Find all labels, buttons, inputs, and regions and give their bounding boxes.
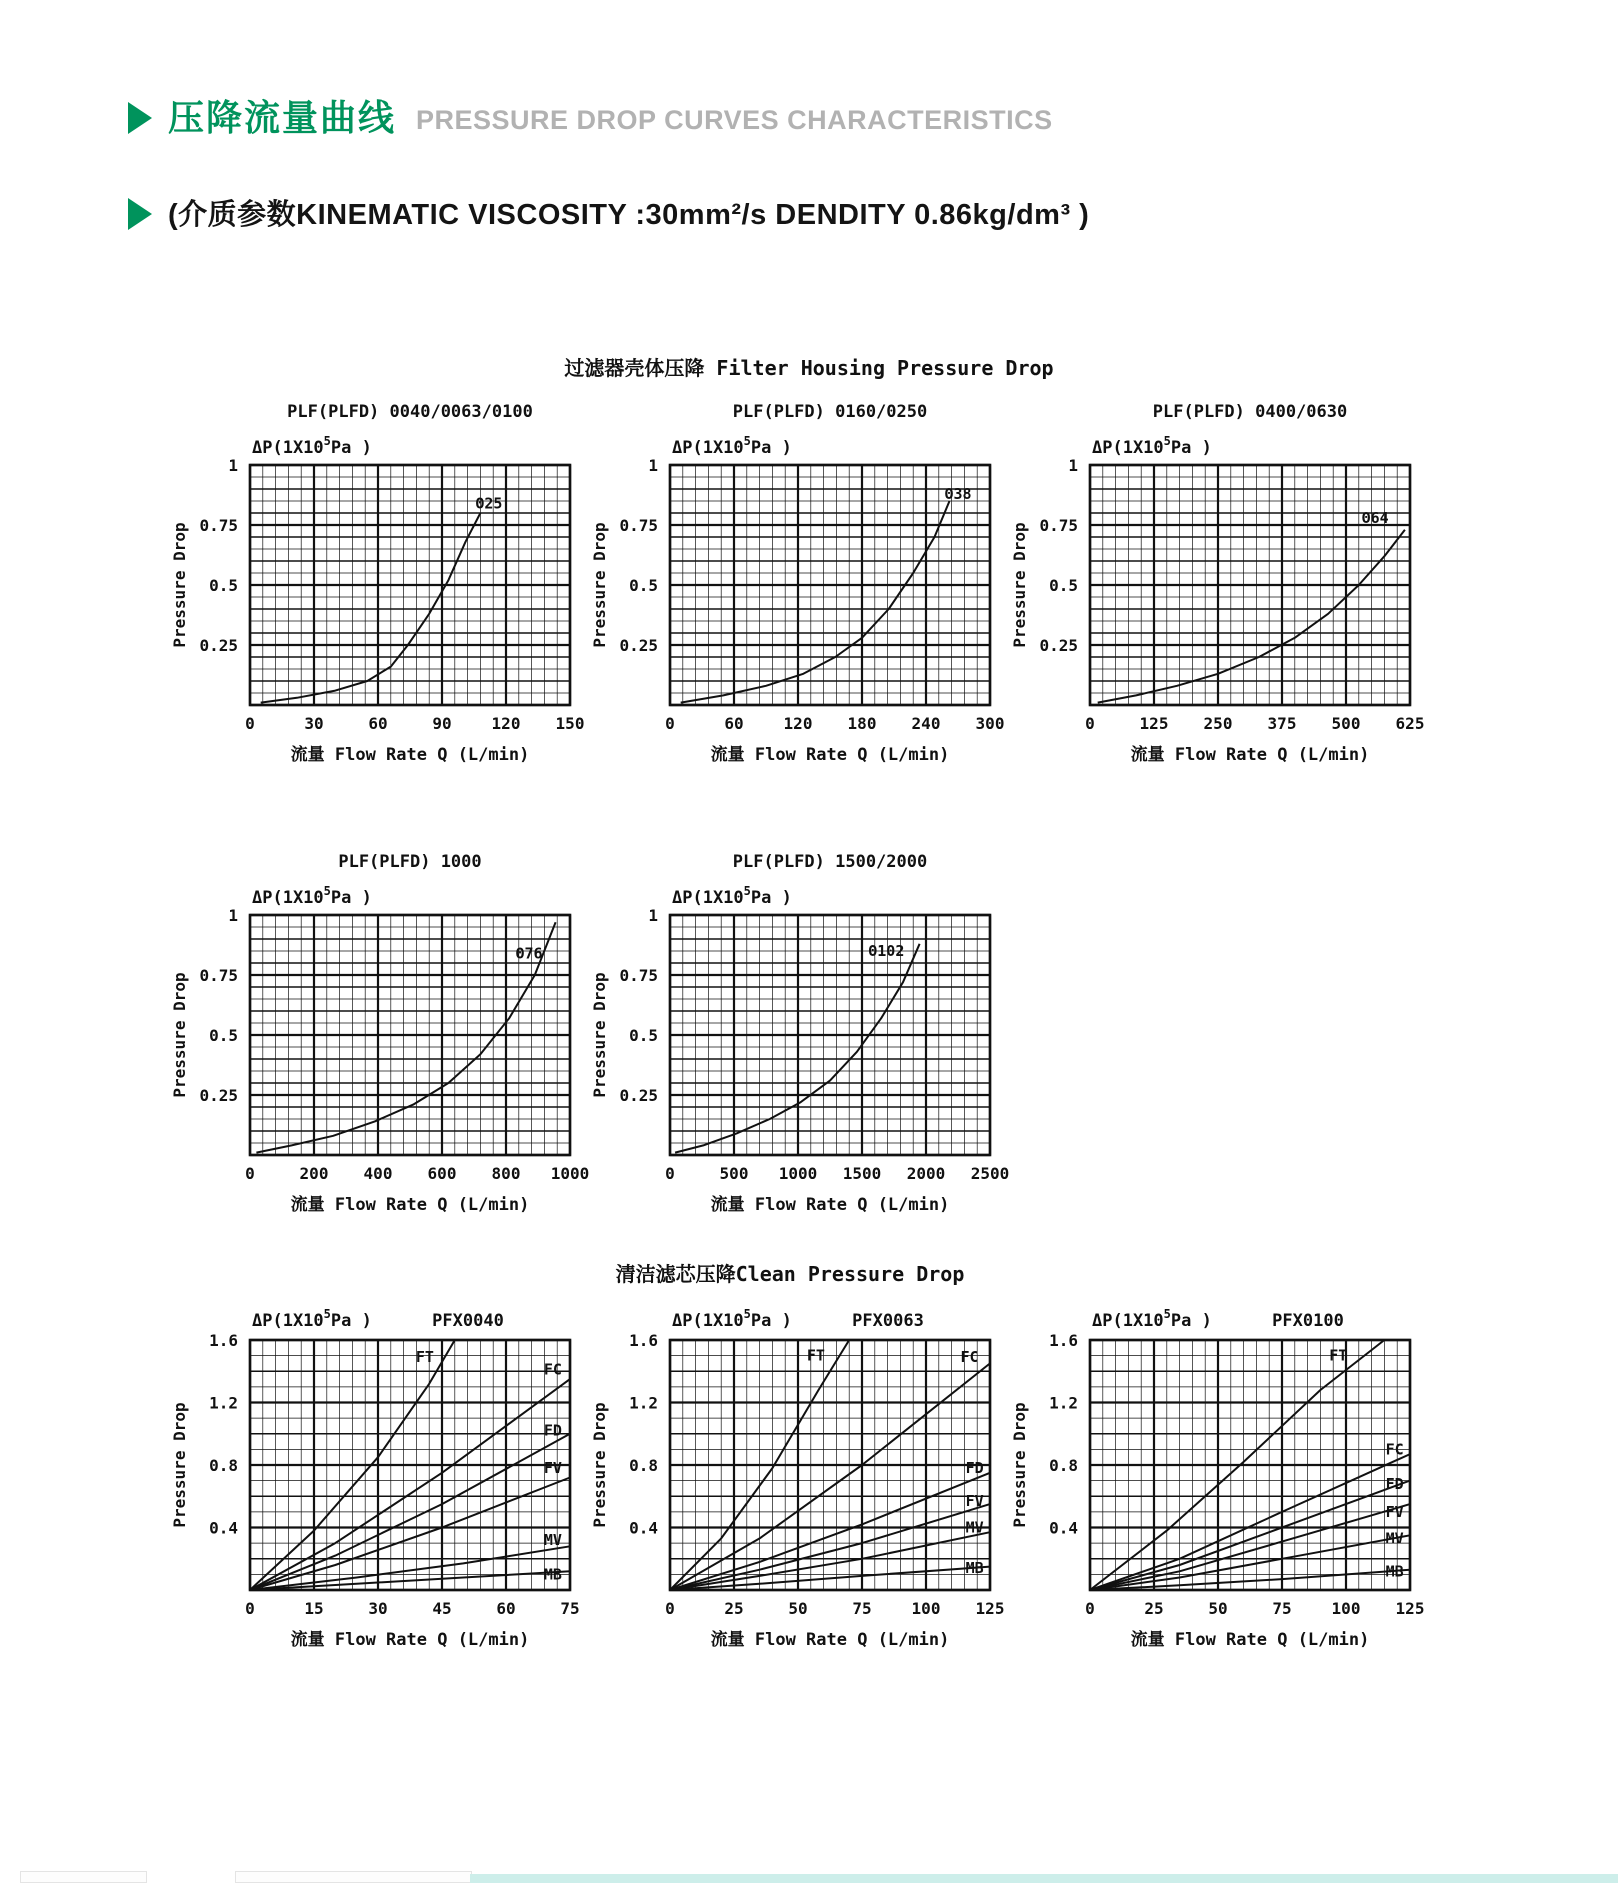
svg-text:375: 375	[1267, 714, 1297, 733]
svg-text:120: 120	[783, 714, 813, 733]
svg-text:1: 1	[228, 906, 238, 925]
svg-text:Pressure Drop: Pressure Drop	[1010, 522, 1029, 648]
chart-plf-1500-2000	[575, 845, 1015, 1250]
svg-text:Pressure Drop: Pressure Drop	[590, 972, 609, 1098]
bottom-accent-bar	[470, 1874, 1618, 1883]
svg-text:MB: MB	[965, 1559, 984, 1578]
section-title-clean: 清洁滤芯压降Clean Pressure Drop	[615, 1262, 965, 1286]
svg-text:FD: FD	[1385, 1474, 1404, 1493]
svg-text:100: 100	[911, 1599, 941, 1618]
section-title-housing: 过滤器壳体压降 Filter Housing Pressure Drop	[564, 356, 1054, 380]
chart-canvas-pfx0100	[995, 1296, 1435, 1701]
svg-text:90: 90	[432, 714, 452, 733]
svg-text:0.75: 0.75	[619, 966, 658, 985]
svg-text:0.25: 0.25	[619, 636, 658, 655]
svg-text:0.5: 0.5	[1049, 576, 1078, 595]
svg-text:流量 Flow Rate Q (L/min): 流量 Flow Rate Q (L/min)	[710, 745, 950, 765]
svg-text:PLF(PLFD) 1500/2000: PLF(PLFD) 1500/2000	[732, 852, 928, 872]
svg-text:0.4: 0.4	[1049, 1518, 1078, 1538]
svg-text:FV: FV	[543, 1459, 562, 1478]
svg-text:Θ76: Θ76	[515, 944, 543, 963]
svg-text:60: 60	[724, 714, 744, 733]
svg-text:0.75: 0.75	[199, 516, 238, 535]
svg-text:流量 Flow Rate Q (L/min): 流量 Flow Rate Q (L/min)	[290, 1630, 530, 1650]
svg-text:0.8: 0.8	[209, 1456, 238, 1475]
svg-text:0: 0	[1085, 1599, 1095, 1618]
media-params-subtitle: (介质参数KINEMATIC VISCOSITY :30mm²/s DENDITY 0.86kg/dm³ )	[168, 199, 1090, 232]
svg-text:50: 50	[788, 1599, 808, 1618]
chart-canvas-pfx0040	[155, 1296, 595, 1701]
svg-text:0.25: 0.25	[619, 1086, 658, 1105]
svg-text:625: 625	[1395, 714, 1425, 733]
svg-text:PLF(PLFD) 0400/0630: PLF(PLFD) 0400/0630	[1152, 402, 1348, 422]
svg-text:0.25: 0.25	[199, 1086, 238, 1105]
svg-text:0: 0	[665, 714, 675, 733]
media-params-header	[128, 198, 1089, 232]
svg-text:400: 400	[363, 1164, 393, 1183]
svg-text:0: 0	[245, 1599, 255, 1618]
page-header	[128, 97, 1053, 138]
chart-canvas-plf-1500-2000	[575, 845, 1015, 1250]
svg-text:200: 200	[299, 1164, 329, 1183]
svg-text:FT: FT	[806, 1346, 825, 1365]
svg-text:300: 300	[975, 714, 1005, 733]
chart-canvas-plf-0160-0250	[575, 395, 1015, 800]
svg-text:FV: FV	[965, 1491, 984, 1510]
svg-text:PFX0100: PFX0100	[1272, 1311, 1344, 1331]
svg-text:ΔP(1X105Pa ): $\Delta P(1X10^5Pa$ )	[252, 1307, 372, 1331]
svg-text:1: 1	[228, 456, 238, 475]
svg-text:ΔP(1X105Pa ): $\Delta P(1X10^5Pa$ )	[252, 884, 372, 908]
svg-text:1500: 1500	[842, 1164, 882, 1183]
svg-text:0.4: 0.4	[209, 1518, 238, 1538]
svg-text:PLF(PLFD) 0160/0250: PLF(PLFD) 0160/0250	[732, 402, 928, 422]
svg-text:PLF(PLFD) 1000: PLF(PLFD) 1000	[338, 852, 482, 872]
footer-mark-box	[20, 1871, 147, 1883]
svg-text:0: 0	[1085, 714, 1095, 733]
svg-text:60: 60	[496, 1599, 516, 1618]
svg-text:0: 0	[245, 1164, 255, 1183]
svg-text:FD: FD	[543, 1421, 562, 1440]
chart-plf-0160-0250	[575, 395, 1015, 800]
chart-pfx0040	[155, 1296, 595, 1701]
svg-text:0: 0	[245, 714, 255, 733]
svg-text:25: 25	[724, 1599, 744, 1618]
svg-text:0.25: 0.25	[199, 636, 238, 655]
svg-text:ΔP(1X105Pa ): $\Delta P(1X10^5Pa$ )	[672, 434, 792, 458]
svg-text:Θ25: Θ25	[475, 494, 503, 513]
svg-text:150: 150	[555, 714, 585, 733]
svg-text:60: 60	[368, 714, 388, 733]
svg-text:0.4: 0.4	[629, 1518, 658, 1538]
page-title-en: PRESSURE DROP CURVES CHARACTERISTICS	[416, 105, 1053, 136]
chart-plf-0040-0063-0100	[155, 395, 595, 800]
svg-text:MB: MB	[1385, 1562, 1404, 1581]
svg-text:FV: FV	[1385, 1502, 1404, 1521]
chart-canvas-plf-0040-0063-0100	[155, 395, 595, 800]
svg-text:120: 120	[491, 714, 521, 733]
svg-text:Pressure Drop: Pressure Drop	[170, 522, 189, 648]
svg-text:0.5: 0.5	[629, 1026, 658, 1045]
svg-text:100: 100	[1331, 1599, 1361, 1618]
svg-text:125: 125	[1395, 1599, 1425, 1618]
svg-text:ΔP(1X105Pa ): $\Delta P(1X10^5Pa$ )	[252, 434, 372, 458]
svg-text:0.5: 0.5	[209, 576, 238, 595]
svg-text:FD: FD	[965, 1459, 984, 1478]
svg-text:Pressure Drop: Pressure Drop	[590, 522, 609, 648]
chart-canvas-plf-1000	[155, 845, 595, 1250]
svg-text:0: 0	[665, 1599, 675, 1618]
svg-text:ΔP(1X105Pa ): $\Delta P(1X10^5Pa$ )	[672, 884, 792, 908]
svg-text:FC: FC	[1385, 1440, 1404, 1459]
svg-text:30: 30	[304, 714, 324, 733]
chart-pfx0100	[995, 1296, 1435, 1701]
chart-canvas-plf-0400-0630	[995, 395, 1435, 800]
svg-text:Pressure Drop: Pressure Drop	[1010, 1402, 1029, 1528]
svg-text:2000: 2000	[906, 1164, 946, 1183]
svg-text:ΔP(1X105Pa ): $\Delta P(1X10^5Pa$ )	[1092, 1307, 1212, 1331]
svg-text:45: 45	[432, 1599, 452, 1618]
svg-text:ΔP(1X105Pa ): $\Delta P(1X10^5Pa$ )	[1092, 434, 1212, 458]
svg-text:0.5: 0.5	[629, 576, 658, 595]
svg-text:0.25: 0.25	[1039, 636, 1078, 655]
svg-text:1: 1	[648, 456, 658, 475]
svg-text:800: 800	[491, 1164, 521, 1183]
svg-text:1.6: 1.6	[209, 1331, 238, 1350]
bullet-triangle-icon	[128, 198, 152, 230]
svg-text:0: 0	[665, 1164, 675, 1183]
svg-text:流量 Flow Rate Q (L/min): 流量 Flow Rate Q (L/min)	[710, 1195, 950, 1215]
svg-text:250: 250	[1203, 714, 1233, 733]
svg-text:Pressure Drop: Pressure Drop	[590, 1402, 609, 1528]
svg-text:15: 15	[304, 1599, 324, 1618]
svg-text:FC: FC	[960, 1348, 979, 1367]
svg-text:75: 75	[852, 1599, 872, 1618]
svg-text:1.6: 1.6	[1049, 1331, 1078, 1350]
svg-text:FT: FT	[415, 1348, 434, 1367]
svg-text:50: 50	[1208, 1599, 1228, 1618]
svg-text:25: 25	[1144, 1599, 1164, 1618]
svg-text:125: 125	[1139, 714, 1169, 733]
svg-text:75: 75	[560, 1599, 580, 1618]
svg-text:600: 600	[427, 1164, 457, 1183]
bullet-triangle-icon	[128, 102, 152, 134]
svg-text:0.75: 0.75	[619, 516, 658, 535]
svg-text:FT: FT	[1329, 1346, 1348, 1365]
svg-text:1.2: 1.2	[209, 1393, 238, 1413]
svg-text:0.8: 0.8	[1049, 1456, 1078, 1475]
page-title-cn: 压降流量曲线	[168, 97, 397, 138]
svg-text:1.2: 1.2	[629, 1393, 658, 1413]
svg-text:PFX0063: PFX0063	[852, 1311, 924, 1331]
svg-text:1.6: 1.6	[629, 1331, 658, 1350]
svg-text:500: 500	[719, 1164, 749, 1183]
svg-text:流量 Flow Rate Q (L/min): 流量 Flow Rate Q (L/min)	[290, 1195, 530, 1215]
svg-text:180: 180	[847, 714, 877, 733]
svg-text:0.75: 0.75	[1039, 516, 1078, 535]
svg-text:PLF(PLFD) 0040/0063/0100: PLF(PLFD) 0040/0063/0100	[287, 402, 533, 422]
svg-text:500: 500	[1331, 714, 1361, 733]
svg-text:30: 30	[368, 1599, 388, 1618]
svg-text:2500: 2500	[970, 1164, 1010, 1183]
footer-mark-box	[235, 1871, 472, 1883]
svg-text:Θ38: Θ38	[944, 484, 972, 503]
svg-text:240: 240	[911, 714, 941, 733]
chart-pfx0063	[575, 1296, 1015, 1701]
svg-text:流量 Flow Rate Q (L/min): 流量 Flow Rate Q (L/min)	[1130, 1630, 1370, 1650]
chart-canvas-pfx0063	[575, 1296, 1015, 1701]
svg-text:ΔP(1X105Pa ): $\Delta P(1X10^5Pa$ )	[672, 1307, 792, 1331]
svg-text:Pressure Drop: Pressure Drop	[170, 972, 189, 1098]
svg-text:流量 Flow Rate Q (L/min): 流量 Flow Rate Q (L/min)	[290, 745, 530, 765]
svg-text:Pressure Drop: Pressure Drop	[170, 1402, 189, 1528]
svg-text:1: 1	[648, 906, 658, 925]
svg-text:75: 75	[1272, 1599, 1292, 1618]
svg-text:FC: FC	[543, 1360, 562, 1379]
chart-plf-0400-0630	[995, 395, 1435, 800]
svg-text:PFX0040: PFX0040	[432, 1311, 504, 1331]
svg-text:1: 1	[1068, 456, 1078, 475]
svg-text:MV: MV	[1385, 1529, 1404, 1548]
svg-text:MV: MV	[543, 1531, 562, 1549]
svg-text:流量 Flow Rate Q (L/min): 流量 Flow Rate Q (L/min)	[1130, 745, 1370, 765]
chart-plf-1000	[155, 845, 595, 1250]
svg-text:Θ102: Θ102	[868, 942, 905, 960]
svg-text:0.8: 0.8	[629, 1456, 658, 1475]
svg-text:MV: MV	[965, 1518, 984, 1537]
svg-text:1.2: 1.2	[1049, 1393, 1078, 1413]
svg-text:1000: 1000	[778, 1164, 818, 1183]
svg-text:0.5: 0.5	[209, 1026, 238, 1045]
svg-text:流量 Flow Rate Q (L/min): 流量 Flow Rate Q (L/min)	[710, 1630, 950, 1650]
svg-text:Θ64: Θ64	[1361, 508, 1389, 527]
svg-text:125: 125	[975, 1599, 1005, 1618]
svg-text:0.75: 0.75	[199, 966, 238, 985]
svg-text:1000: 1000	[550, 1164, 590, 1183]
svg-text:MB: MB	[543, 1565, 562, 1584]
